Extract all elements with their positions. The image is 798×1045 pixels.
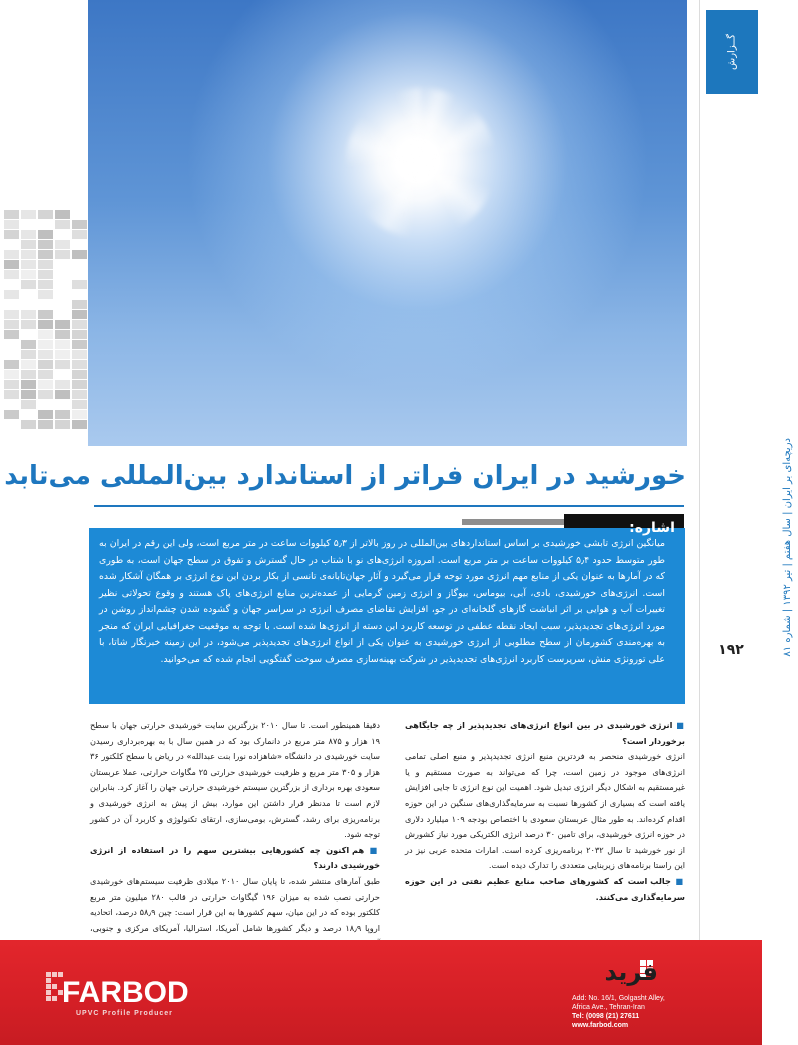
article-headline: خورشید در ایران فراتر از استاندارد بین‌المللی می‌تابد: [4, 461, 686, 491]
paragraph-text: جالب است که کشورهای صاحب منابع عظیم نفتی در این حوزه سرمایه‌گذاری می‌کنند.: [405, 875, 685, 902]
pixel-block: [21, 420, 36, 429]
question-bullet-icon: ■: [672, 720, 685, 730]
pixel-block: [38, 390, 53, 399]
interview-answer: [405, 749, 685, 874]
question-bullet-icon: ■: [670, 875, 685, 886]
pixel-block: [72, 410, 87, 419]
pixel-block: [4, 210, 19, 219]
pixel-block: [21, 390, 36, 399]
pixel-block: [72, 420, 87, 429]
pixel-block: [72, 380, 87, 389]
pixel-block: [38, 350, 53, 359]
paragraph-text: انرژی خورشیدی منحصر به فردترین منبع انرژی تجدیدپذیر و منبع اصلی تمامی انرژی‌های موجود در زمین است، چرا که می‌تواند به صورت مستقیم و یا غیرمستقیم به اشکال دیگر انرژی تبدیل شود. اهمیت این نوع انرژی تا جایی افزایش یافته است که بسیاری از کشورها نسبت به سرمایه‌گذاری‌های سنگین در این حوزه اقدام کرده‌اند. به طور مثال عربستان سعودی با اختصاص بودجه ۱۰۹ میلیارد دلاری در حوزه انرژی خورشیدی، برای تامین ۳۰ درصد انرژی الکتریکی مورد نیاز کشورش از نور خورشید تا سال ۲۰۳۲ برنامه‌ریزی کرده است. امارات متحده عربی نیز در این راستا برنامه‌های زیربنایی متعددی را تدارک دیده است.: [405, 751, 685, 871]
pixel-block: [38, 380, 53, 389]
pixel-block: [72, 370, 87, 379]
pixel-block: [55, 350, 70, 359]
pixel-block: [72, 400, 87, 409]
intro-box: [89, 528, 685, 704]
pixel-block: [4, 380, 19, 389]
pixel-block: [21, 230, 36, 239]
pixel-block: [4, 410, 19, 419]
pixel-block: [38, 290, 53, 299]
pixel-block: [72, 300, 87, 309]
address-line: Add: No. 16/1, Golgasht Alley,: [572, 995, 665, 1002]
contact-address: [572, 994, 682, 1030]
interview-question: [405, 718, 685, 749]
headline-rule: [94, 505, 684, 507]
body-column-left: [90, 718, 380, 952]
phone-line: Tel: (0098 (21) 27611: [572, 1013, 640, 1020]
pixel-block: [4, 290, 19, 299]
pixel-block: [4, 270, 19, 279]
pixel-block: [55, 330, 70, 339]
sun-glare: [346, 88, 496, 238]
column-divider: [699, 0, 700, 940]
interview-question: [90, 843, 380, 874]
pixel-block: [21, 350, 36, 359]
brand-tagline: UPVC Profile Producer: [76, 1010, 173, 1017]
issue-info: دریچه‌ای بر ایران | سال هفتم | تیر ۱۳۹۲ | شماره ۸۱: [782, 438, 793, 657]
pixel-block: [21, 260, 36, 269]
intro-text: میانگین انرژی تابشی خورشیدی بر اساس استانداردهای بین‌المللی در روز بالاتر از ۵٫۳ کیلووات ساعت در متر مربع است، ولی این رقم در ایران به طور متوسط حدود ۵٫۴ کیلووات ساعت بر متر مربع است. امروزه انرژی‌های نو با شتاب در حال گسترش و تفوق در سطح جهان است، به طوری که در آمارها به عنوان یکی از منابع مهم انرژی مورد توجه قرار می‌گیرد و آثار جهان‌تابانه‌ی تانسی از بکار بردن این نوع انرژی بر همگان آشکار شده است. انرژی‌های خورشیدی، بادی، آبی، بیوماس، بیوگاز و انرژی زمین گرمایی از عمده‌ترین منابع انرژی‌های پاک هستند و وقوع تحولاتی نظیر تغییرات آب و هوایی بر اثر انباشت گازهای گلخانه‌ای در جو، افزایش تقاضای مصرف انرژی در سراسر جهان و گشوده شدن چشم‌انداز روشن در مورد انرژی‌های تجدیدپذیر، سبب ایجاد نقطه عطفی در توسعه کاربرد این دسته از انرژی‌ها شده است. با توجه به موقعیت جغرافیایی ایران که منجر به بهره‌مندی کشورمان از سطح مطلوبی از انرژی خورشیدی به عنوان یکی از انواع انرژی‌های تجدیدپذیر می‌شود، در این زمینه خبرنگار شاتا، با علی تورونژی منش، سرپرست کاربرد انرژی‌های تجدیدپذیر در شرکت بهینه‌سازی مصرف سوخت گفتگویی انجام شده که می‌خوانید.: [99, 538, 666, 665]
pixel-block: [72, 310, 87, 319]
pixel-block: [72, 280, 87, 289]
pixel-block: [72, 250, 87, 259]
section-tab-label: گــزارش: [726, 34, 738, 70]
question-bullet-icon: ■: [364, 844, 380, 855]
brand-name-en: FARBOD: [62, 976, 189, 1009]
pixel-block: [55, 220, 70, 229]
pixel-block: [55, 360, 70, 369]
pixel-block: [38, 340, 53, 349]
pixel-block: [21, 240, 36, 249]
paragraph-text: انرژی خورشیدی در بین انواع انرژی‌های تجدیدپذیر از چه جایگاهی برخوردار است؟: [405, 720, 685, 746]
pixel-block: [4, 330, 19, 339]
pixel-block: [55, 320, 70, 329]
pixel-block: [21, 280, 36, 289]
pixel-block: [55, 410, 70, 419]
pixel-block: [55, 420, 70, 429]
pixel-block: [55, 380, 70, 389]
pixel-block: [4, 220, 19, 229]
pixel-block: [38, 250, 53, 259]
pixel-block: [38, 370, 53, 379]
pixel-block: [72, 230, 87, 239]
section-tab: [706, 10, 758, 94]
pixel-block: [4, 250, 19, 259]
pixel-block: [55, 250, 70, 259]
pixel-block-decoration: [0, 0, 95, 430]
paragraph-text: هم اکنون چه کشورهایی بیشترین سهم را در استفاده از انرژی خورشیدی دارند؟: [90, 844, 380, 871]
pixel-block: [72, 220, 87, 229]
pixel-block: [4, 320, 19, 329]
pixel-block: [21, 340, 36, 349]
paragraph-text: دقیقا همینطور است. تا سال ۲۰۱۰ بزرگترین سایت خورشیدی حرارتی جهان با سطح ۱۹ هزار و ۸۷۵ متر مربع در دانمارک بود که در همین سال با به بهره‌برداری رسیدن سایت خورشیدی در دانشگاه «شاهزاده نورا بنت عبدالله» در ریاض با سطح کلکتور ۳۶ هزار و ۳۰۵ متر مربع و ظرفیت خورشیدی حرارتی ۲۵ مگاوات حرارتی، عملا عربستان سعودی بهره برداری از بزرگترین سیستم خورشیدی حرارتی جهان را آغاز کرد. بنابراین لازم است تا مدنظر قرار داشتن این موارد، بیش از پیش به انرژی خورشیدی و برنامه‌ریزی برای رشد، گسترش، بومی‌سازی، ارتقای تکنولوژی و کاربرد آن در کشور توجه شود.: [90, 720, 381, 840]
pixel-block: [38, 410, 53, 419]
sky-sun-photo: [88, 0, 687, 446]
pixel-block: [38, 240, 53, 249]
address-line: Africa Ave., Tehran-Iran: [572, 1004, 645, 1011]
pixel-block: [38, 360, 53, 369]
pixel-block: [55, 340, 70, 349]
pixel-block: [4, 360, 19, 369]
pixel-block: [21, 320, 36, 329]
pixel-block: [72, 320, 87, 329]
pixel-block: [21, 370, 36, 379]
website-line: www.farbod.com: [572, 1022, 629, 1029]
pixel-block: [72, 360, 87, 369]
brand-name-fa: فرید: [604, 958, 658, 986]
pixel-block: [72, 390, 87, 399]
pixel-block: [4, 370, 19, 379]
pixel-block: [72, 340, 87, 349]
pixel-block: [38, 310, 53, 319]
pixel-block: [38, 420, 53, 429]
interview-question: [405, 874, 685, 905]
pixel-block: [21, 400, 36, 409]
pixel-block: [38, 210, 53, 219]
page-number: ۱۹۲: [718, 642, 744, 658]
pixel-block: [38, 260, 53, 269]
pixel-block: [55, 240, 70, 249]
pixel-block: [55, 390, 70, 399]
pixel-block: [21, 360, 36, 369]
pixel-block: [4, 230, 19, 239]
pixel-block: [21, 210, 36, 219]
body-column-right: [405, 718, 685, 905]
pixel-block: [38, 320, 53, 329]
pixel-block: [72, 350, 87, 359]
pixel-block: [4, 310, 19, 319]
pixel-block: [21, 250, 36, 259]
pixel-block: [38, 330, 53, 339]
pixel-block: [72, 330, 87, 339]
interview-answer: [90, 718, 380, 843]
pixel-block: [4, 260, 19, 269]
pixel-block: [55, 210, 70, 219]
pixel-block: [38, 280, 53, 289]
pixel-block: [21, 380, 36, 389]
intro-label: اشاره:: [629, 520, 675, 536]
pixel-block: [21, 310, 36, 319]
pixel-block: [4, 390, 19, 399]
pixel-block: [38, 230, 53, 239]
pixel-block: [21, 270, 36, 279]
pixel-block: [38, 270, 53, 279]
paragraph-text: طبق آمارهای منتشر شده، تا پایان سال ۲۰۱۰ میلادی ظرفیت سیستم‌های خورشیدی حرارتی نصب شده به میزان ۱۹۶ گیگاوات حرارتی در قالب ۲۸۰ میلیون متر مربع کلکتور بوده که در این میان، سهم کشورها به این قرار است: چین ۵۸٫۹ درصد، اتحادیه اروپا ۱۸٫۹ درصد و دیگر کشورها شامل آمریکا، استرالیا، آمریکای مرکزی و جنوبی،: [90, 875, 380, 933]
